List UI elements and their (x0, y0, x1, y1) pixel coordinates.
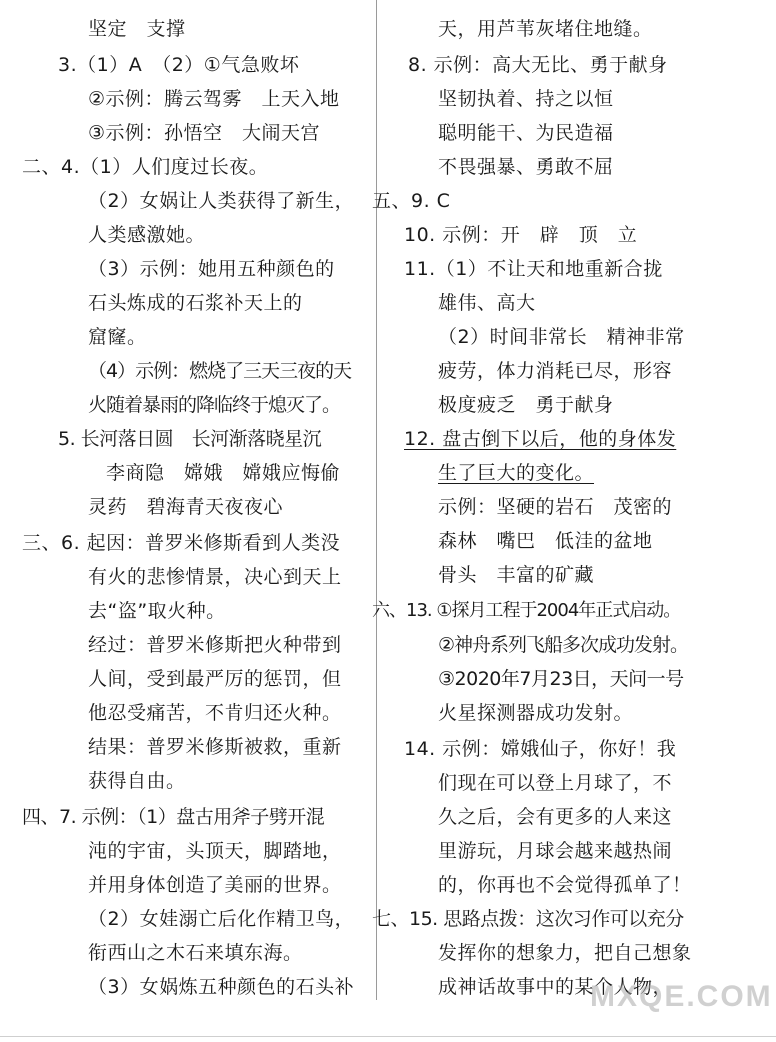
text-line: 窟窿。 (88, 326, 147, 348)
answer-14: 14. 示例：嫦娥仙子，你好！我 (404, 738, 677, 760)
section-7-answer-15: 七、15. 思路点拨：这次习作可以充分 (372, 908, 684, 930)
text-line: 雄伟、高大 (438, 292, 536, 314)
section-2-answer-4: 二、4.（1）人们度过长夜。 (22, 156, 269, 178)
section-6-answer-13: 六、13. ①探月工程于2004年正式启动。 (372, 600, 681, 621)
text-line: 沌的宇宙，头顶天，脚踏地， (88, 840, 342, 862)
text-line: 久之后，会有更多的人来这 (438, 806, 673, 828)
text-line: ②神舟系列飞船多次成功发射。 (438, 634, 689, 656)
text-line: 他忍受痛苦，不肯归还火种。 (88, 702, 342, 724)
text-line: 发挥你的想象力，把自己想象 (438, 942, 692, 964)
text-line: 坚定 支撑 (88, 18, 186, 40)
text-line: 不畏强暴、勇敢不屈 (438, 156, 614, 178)
text-line: 天，用芦苇灰堵住地缝。 (438, 18, 653, 40)
text-line: （3）女娲炼五种颜色的石头补 (88, 976, 355, 998)
text-line: 骨头 丰富的矿藏 (438, 564, 595, 586)
text-line: 石头炼成的石浆补天上的 (88, 292, 303, 314)
column-divider (376, 0, 377, 1000)
section-4-answer-7: 四、7. 示例：（1）盘古用斧子劈开混 (22, 806, 325, 828)
text-line: 人间，受到最严厉的惩罚，但 (88, 668, 342, 690)
text-line: 成神话故事中的某个人物， (438, 976, 673, 998)
text-line: 去“盗”取火种。 (88, 600, 226, 622)
text-line: 并用身体创造了美丽的世界。 (88, 874, 342, 896)
text-line: ②示例：腾云驾雾 上天入地 (88, 88, 340, 110)
text-line: （2）女娲让人类获得了新生， (88, 190, 355, 212)
text-line: 疲劳，体力消耗已尽，形容 (438, 360, 673, 382)
text-line: 们现在可以登上月球了，不 (438, 772, 673, 794)
text-line: 里游玩，月球会越来越热闹 (438, 840, 673, 862)
text-line: 有火的悲惨情景，决心到天上 (88, 566, 342, 588)
answer-5: 5. 长河落日圆 长河渐落晓星沉 (58, 428, 322, 450)
section-3-answer-6: 三、6. 起因：普罗米修斯看到人类没 (22, 532, 341, 554)
text-line: （2）女娃溺亡后化作精卫鸟， (88, 908, 355, 930)
answer-10: 10. 示例：开 辟 顶 立 (404, 224, 638, 246)
text-line: 人类感激她。 (88, 224, 206, 246)
text-line: 经过：普罗米修斯把火种带到 (88, 634, 342, 656)
answer-12: 12. 盘古倒下以后，他的身体发 (404, 428, 677, 450)
text-line: 李商隐 嫦娥 嫦娥应悔偷 (106, 462, 341, 484)
text-line: 的，你再也不会觉得孤单了！ (438, 874, 692, 896)
text-line: 火星探测器成功发射。 (438, 702, 634, 724)
text-line: ③示例：孙悟空 大闹天宫 (88, 122, 321, 144)
text-line: （4）示例：燃烧了三天三夜的天 (88, 360, 352, 382)
answer-11: 11.（1）不让天和地重新合拢 (404, 258, 663, 280)
section-5-answer-9: 五、9. C (372, 190, 451, 212)
text-line: 衔西山之木石来填东海。 (88, 942, 303, 964)
text-line: 火随着暴雨的降临终于熄灭了。 (88, 394, 341, 416)
text-line: 示例：坚硬的岩石 茂密的 (438, 496, 673, 518)
text-line: （3）示例：她用五种颜色的 (88, 258, 335, 280)
text-line: 坚韧执着、持之以恒 (438, 88, 614, 110)
text-line: 结果：普罗米修斯被救，重新 (88, 736, 342, 758)
text-line: 极度疲乏 勇于献身 (438, 394, 614, 416)
answer-3: 3.（1）A （2）①气急败坏 (58, 54, 300, 76)
text-line: 聪明能干、为民造福 (438, 122, 614, 144)
text-line: 森林 嘴巴 低洼的盆地 (438, 530, 653, 552)
text-line: 获得自由。 (88, 770, 186, 792)
text-line: （2）时间非常长 精神非常 (438, 326, 685, 348)
watermark: MXQE.COM (590, 980, 773, 1013)
text-line: 生了巨大的变化。 (438, 462, 595, 484)
text-line: ③2020年7月23日，天问一号 (438, 668, 684, 690)
text-line: 灵药 碧海青天夜夜心 (88, 496, 284, 518)
answer-8: 8. 示例：高大无比、勇于献身 (408, 54, 668, 76)
